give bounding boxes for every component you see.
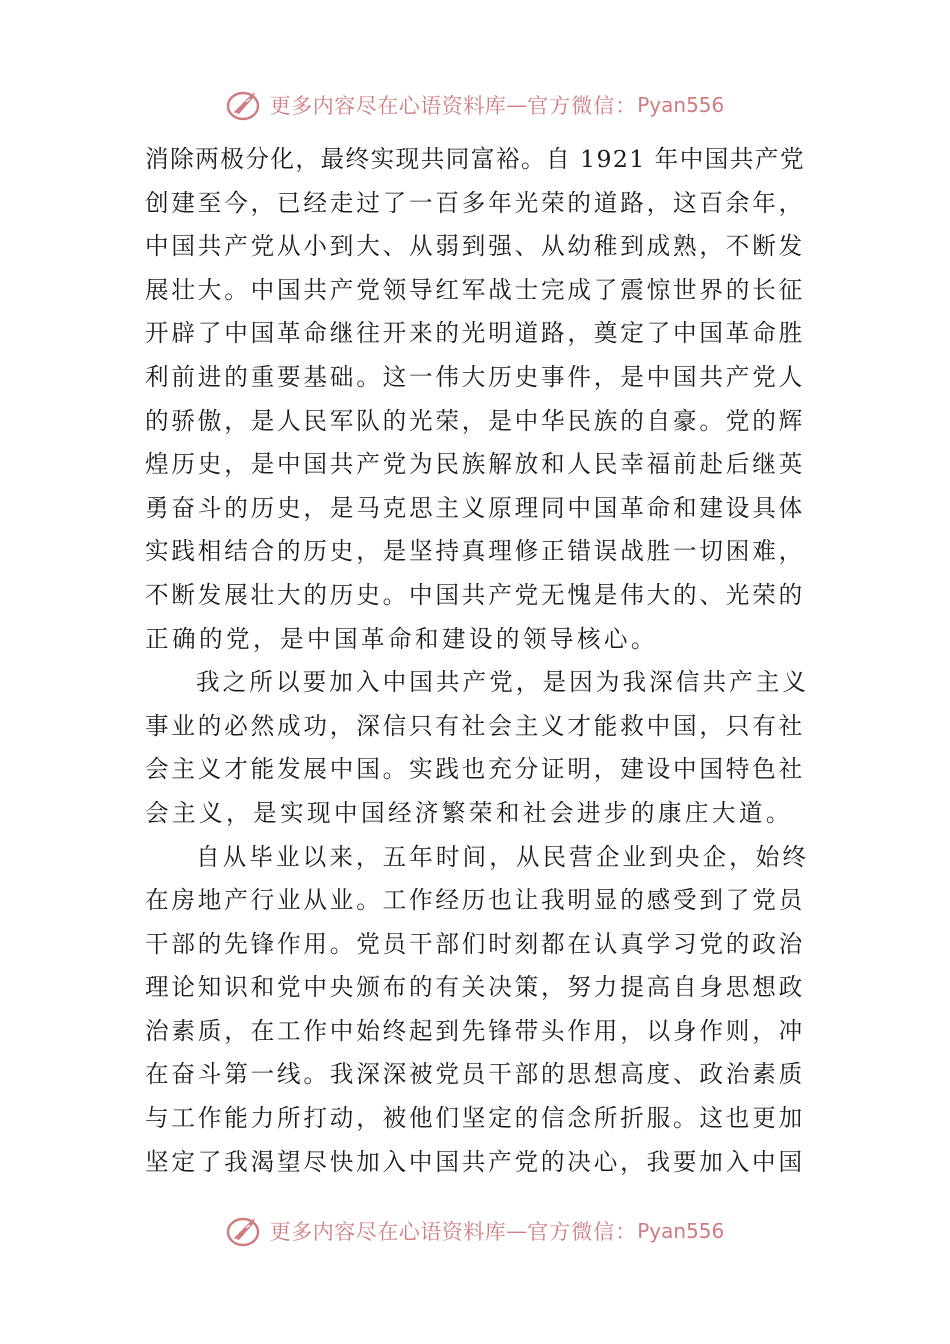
text-line: 在房地产行业从业。工作经历也让我明显的感受到了党员 [145,886,805,915]
pen-logo-icon [226,88,264,122]
document-body [145,138,805,1184]
text-line: 事业的必然成功，深信只有社会主义才能救中国，只有社 [145,711,805,740]
pen-logo-icon [226,1214,264,1248]
watermark-label: 官方微信： [527,94,638,118]
paragraph [145,661,805,835]
text-line: 干部的先锋作用。党员干部们时刻都在认真学习党的政治 [145,929,805,958]
text-line: 创建至今，已经走过了一百多年光荣的道路，这百余年， [145,188,805,217]
text-line: 自从毕业以来，五年时间，从民营企业到央企，始终 [196,842,805,871]
text-line: 实践相结合的历史，是坚持真理修正错误战胜一切困难， [145,537,805,566]
watermark-text: 更多内容尽在心语资料库 [269,1220,507,1244]
text-line: 正确的党，是中国革命和建设的领导核心。 [145,624,658,653]
text-line: 不断发展壮大的历史。中国共产党无愧是伟大的、光荣的 [145,580,805,609]
text-line: 中国共产党从小到大、从弱到强、从幼稚到成熟，不断发 [145,232,805,261]
watermark-footer [0,1211,950,1251]
text-line: 煌历史，是中国共产党为民族解放和人民幸福前赴后继英 [145,450,805,479]
text-line: 消除两极分化，最终实现共同富裕。自 1921 年中国共产党 [145,145,805,173]
text-line: 利前进的重要基础。这一伟大历史事件，是中国共产党人 [145,362,805,391]
watermark-separator: — [506,1219,528,1243]
text-line: 与工作能力所打动，被他们坚定的信念所折服。这也更加 [145,1104,805,1133]
watermark-separator: — [506,93,528,117]
watermark-header [0,85,950,125]
watermark-text: 更多内容尽在心语资料库 [269,94,507,118]
text-line: 开辟了中国革命继往开来的光明道路，奠定了中国革命胜 [145,319,805,348]
text-line: 理论知识和党中央颁布的有关决策，努力提高自身思想政 [145,973,805,1002]
text-line: 治素质，在工作中始终起到先锋带头作用，以身作则，冲 [145,1016,805,1045]
text-line: 在奋斗第一线。我深深被党员干部的思想高度、政治素质 [145,1060,805,1089]
text-line: 我之所以要加入中国共产党，是因为我深信共产主义 [196,668,805,697]
watermark-handle: Pyan556 [637,93,725,117]
watermark-handle: Pyan556 [637,1219,725,1243]
text-line: 会主义，是实现中国经济繁荣和社会进步的康庄大道。 [145,798,793,827]
text-line: 勇奋斗的历史，是马克思主义原理同中国革命和建设具体 [145,493,805,522]
text-line: 坚定了我渴望尽快加入中国共产党的决心，我要加入中国 [145,1147,805,1176]
paragraph [145,836,805,1185]
text-line: 的骄傲，是人民军队的光荣，是中华民族的自豪。党的辉 [145,406,805,435]
watermark-label: 官方微信： [527,1220,638,1244]
text-line: 展壮大。中国共产党领导红军战士完成了震惊世界的长征 [145,275,805,304]
paragraph [145,138,805,661]
text-line: 会主义才能发展中国。实践也充分证明，建设中国特色社 [145,755,805,784]
